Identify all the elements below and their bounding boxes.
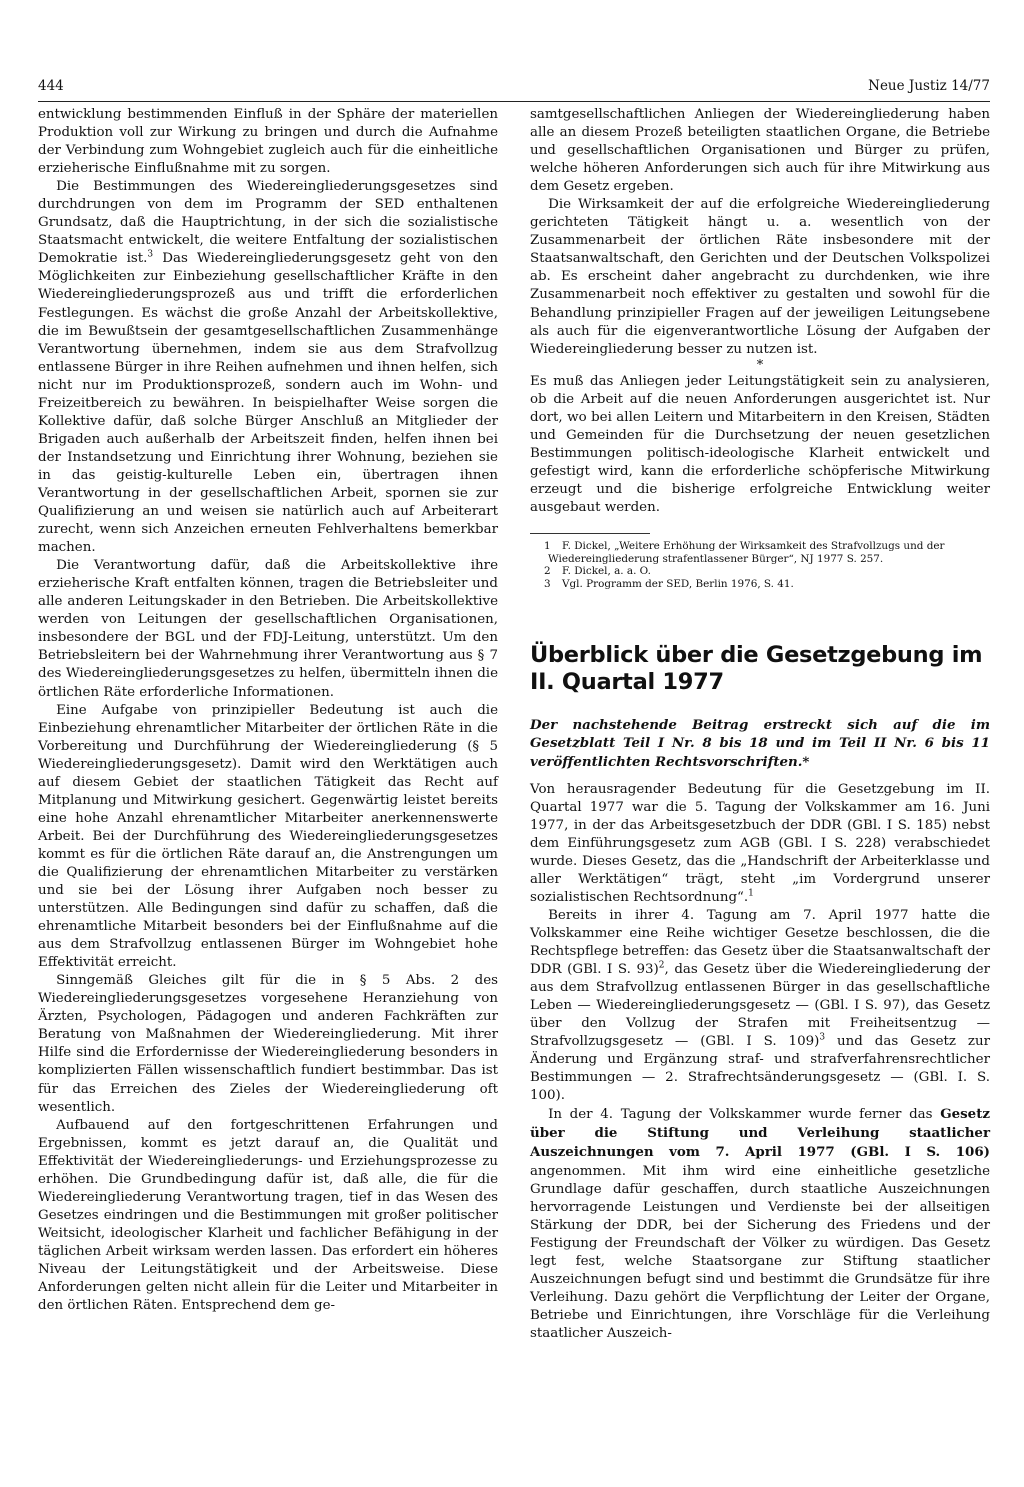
paragraph — [530, 1105, 990, 1343]
section-separator: * — [756, 357, 764, 373]
left-column — [38, 106, 498, 1315]
paragraph: Die Verantwortung dafür, daß die Arbeitskollektive ihre erzieherische Kraft entfalten können, tragen die Betriebsleiter und alle anderen Leitungskader in den Betrieben. Die Arbeitskollektive werden von Leitungen der gesellschaftlichen Organisationen, insbesondere der BGL und der FDJ-Leitung, unterstützt. Um den Betriebsleitern bei der Wahrnehmung ihrer Verantwortung aus § 7 des Wiedereingliederungsgesetzes zu helfen, übermitteln ihnen die örtlichen Räte erforderliche Informationen. — [38, 558, 498, 700]
footnote-ref: 1 — [748, 888, 754, 899]
paragraph-text: , das Gesetz über die Wiedereingliederung der aus dem Strafvollzug entlassenen Bürger in das gesellschaftliche Leben — Wiedereingliederungsgesetz — (GBl. I S. 97), das Gesetz über den Vollzug der Strafen mit Freiheitsentzug — Strafvollzugsgesetz — (GBl. I S. 109) — [530, 962, 990, 1050]
footnote-ref: 3 — [147, 249, 154, 260]
header-rule — [38, 101, 990, 102]
paragraph — [38, 178, 498, 557]
footnote-number: 2 — [544, 565, 551, 578]
article-heading: Überblick über die Gesetzgebung im II. Quartal 1977 — [530, 642, 983, 696]
paragraph: Es muß das Anliegen jeder Leitungstätigkeit sein zu analysieren, ob die Arbeit auf die neuen Anforderungen ausgerichtet ist. Nur dort, wo bei allen Leitern und Mitarbeitern in den Kreisen, Städten und Gemeinden für die Durchsetzung der neuen gesetzlichen Bestimmungen politisch-ideologische Klarheit entwickelt und gefestigt wird, kann die erforderliche schöpferische Mitwirkung erzeugt und die bisherige erfolgreiche Entwicklung weiter ausgebaut werden. — [530, 373, 990, 515]
footnote-ref: 3 — [819, 1032, 826, 1043]
law-title: Gesetz über die Stiftung und Verleihung staatlicher Auszeichnungen vom 7. April 1977 (GBl. I S. 106) — [530, 1106, 990, 1161]
paragraph: Eine Aufgabe von prinzipieller Bedeutung ist auch die Einbeziehung ehrenamtlicher Mitarbeiter der örtlichen Räte in die Vorbereitung und Durchführung der Wiedereingliederung (§ 5 Wiedereingliederungsgesetz). Damit wird den Werktätigen auch auf diesem Gebiet der staatlichen Tätigkeit das Recht auf Mitplanung und Mitwirkung gesichert. Gegenwärtig leistet bereits eine hohe Anzahl ehrenamtlicher Mitarbeiter anerkennenswerte Arbeit. Bei der Durchführung des Wiedereingliederungsgesetzes kommt es für die örtlichen Räte darauf an, die Anstrengungen um die Qualifizierung der ehrenamtlichen Mitarbeiter zu verstärken und sie bei der Lösung ihrer Aufgaben noch besser zu unterstützen. Alle Bedingungen sind dafür zu schaffen, daß die ehrenamtliche Mitarbeit besonders bei der Einflußnahme auf die aus dem Strafvollzug entlassenen Bürger im Wohngebiet hohe Effektivität erreicht. — [38, 702, 498, 971]
paragraph: Aufbauend auf den fortgeschrittenen Erfahrungen und Ergebnissen, kommt es jetzt darauf an, die Qualität und Effektivität der Wiedereingliederungs- und Erziehungsprozesse zu erhöhen. Die Grundbedingung dafür ist, daß alle, die für die Wiedereingliederung Verantwortung tragen, tief in das Wesen des Gesetzes eindringen und die Bestimmungen mit großer politischer Weitsicht, ideologischer Klarheit und fachlicher Befähigung in der täglichen Arbeit wirksam werden lassen. Das erfordert ein höheres Niveau der Leitungstätigkeit und der Arbeitsweise. Diese Anforderungen gelten nicht allein für die Leiter und Mitarbeiter in den örtlichen Räten. Entsprechend dem ge- — [38, 1117, 498, 1314]
paragraph: samtgesellschaftlichen Anliegen der Wiedereingliederung haben alle an diesem Prozeß beteiligten staatlichen Organe, die Betriebe und gesellschaftlichen Organisationen und Bürger zu prüfen, welche höheren Anforderungen sich auch für ihre Mitwirkung aus dem Gesetz ergeben. — [530, 107, 990, 195]
footnote-number: 1 — [544, 540, 551, 553]
footnotes — [530, 540, 990, 590]
paragraph-text: Bereits in ihrer 4. Tagung am 7. April 1977 hatte die Volkskammer eine Reihe wichtiger Gesetze beschlossen, die die Rechtspflege betreffen: das Gesetz über die Staatsanwaltschaft der DDR (GBl. I S. 93) — [530, 907, 990, 978]
footnote — [530, 540, 990, 565]
paragraph — [530, 907, 990, 1106]
paragraph: entwicklung bestimmenden Einfluß in der Sphäre der materiellen Produktion voll zur Wirkung zu bringen und durch die Aufnahme der Verbindung zum Wohngebiet zugleich auch für die einheitliche erzieherische Einflußnahme mit zu sorgen. — [38, 107, 498, 177]
journal-issue: Neue Justiz 14/77 — [868, 78, 990, 94]
footnote-number: 3 — [544, 577, 551, 590]
paragraph-text: Das Wiedereingliederungsgesetz geht von den Möglichkeiten zur Einbeziehung gesellschaftlicher Kräfte in den Wiedereingliederungsprozeß aus und trifft die erforderlichen Festlegungen. Es wächst die große Anzahl der Arbeitskollektive, die im Bewußtsein der gesamtgesellschaftlichen Zusammenhänge Verantwortung übernehmen, indem sie aus dem Strafvollzug entlassene Bürger in ihre Reihen aufnehmen und ihnen helfen, sich nicht nur im Produktionsprozeß, sondern auch im Wohn- und Freizeitbereich zu bewähren. In beispielhafter Weise sorgen die Kollektive dafür, daß solche Bürger Anschluß an Mitglieder der Brigaden auch außerhalb der Arbeitszeit finden, helfen ihnen bei der Instandsetzung und Einrichtung ihrer Wohnung, beziehen sie in das geistig-kulturelle Leben ein, übertragen ihnen Verantwortung in der gesellschaftlichen Arbeit, spornen sie zur Qualifizierung an und weisen sie natürlich auch auf Arbeiterart zurecht, wenn sich Anzeichen erneuten Fehlverhaltens bemerkbar machen. — [38, 251, 499, 556]
paragraph-text: und das Gesetz zur Änderung und Ergänzung straf- und strafverfahrensrechtlicher Bestimmungen — 2. Strafrechtsänderungsgesetz — (GBl. I. S. 100). — [530, 1034, 991, 1104]
footnote — [530, 578, 990, 591]
right-column — [530, 106, 990, 1343]
paragraph-text: Die Bestimmungen des Wiedereingliederungsgesetzes sind durchdrungen von dem im Programm der SED enthaltenen Grundsatz, daß die Hauptrichtung, in der sich die sozialistische Staatsmacht entwickelt, die weitere Entfaltung der sozialistischen Demokratie ist. — [38, 179, 498, 267]
page-header — [38, 78, 990, 100]
paragraph-text: In der 4. Tagung der Volkskammer wurde ferner das — [548, 1107, 941, 1123]
paragraph-text: angenommen. Mit ihm wird eine einheitliche gesetzliche Grundlage dafür geschaffen, durch staatliche Auszeichnungen hervorragende Leistungen und Verdienste bei der allseitigen Stärkung der DDR, bei der Sicherung des Friedens und der Festigung der Freundschaft der Völker zu würdigen. Das Gesetz legt fest, welche Staatsorgane zur Stiftung staatlicher Auszeichnungen befugt sind und bestimmt die Grundsätze für ihre Verleihung. Dazu gehört die Verpflichtung der Leiter der Organe, Betriebe und Einrichtungen, ihre Vorschläge für die Verleihung staatlicher Auszeich- — [530, 1163, 990, 1341]
paragraph — [530, 781, 990, 907]
page-number: 444 — [38, 78, 64, 94]
footnote — [530, 565, 990, 578]
footnote-text: F. Dickel, a. a. O. — [562, 565, 651, 578]
paragraph-text: Von herausragender Bedeutung für die Gesetzgebung im II. Quartal 1977 war die 5. Tagung der Volkskammer am 16. Juni 1977, in der das Arbeitsgesetzbuch der DDR (GBl. I S. 185) nebst dem Einführungsgesetz zum AGB (GBl. I S. 228) verabschiedet wurde. Dieses Gesetz, das die „Handschrift der Arbeiterklasse und aller Werktätigen“ trägt, steht „im Vordergrund unserer sozialistischen Rechtsordnung“. — [530, 781, 990, 905]
footnote-text: F. Dickel, „Weitere Erhöhung der Wirksamkeit des Strafvollzugs und der Wiedereingliederung strafentlassener Bürger“, NJ 1977 S. 257. — [548, 540, 945, 565]
document-page — [38, 78, 990, 1478]
paragraph: Sinngemäß Gleiches gilt für die in § 5 Abs. 2 des Wiedereingliederungsgesetzes vorgesehene Heranziehung von Ärzten, Psychologen, Pädagogen und anderen Fachkräften zur Beratung von Maßnahmen der Wiedereingliederung. Mit ihrer Hilfe sind die Erfordernisse der Wiedereingliederung besonders in komplizierten Fällen wissenschaftlich fundiert bestimmbar. Das ist für das Erreichen des Zieles der Wiedereingliederung oft wesentlich. — [38, 973, 498, 1115]
footnote-rule — [530, 533, 650, 534]
footnote-text: Vgl. Programm der SED, Berlin 1976, S. 41. — [562, 577, 794, 590]
footnote-ref: 2 — [658, 960, 665, 971]
paragraph: Die Wirksamkeit der auf die erfolgreiche Wiedereingliederung gerichteten Tätigkeit hängt u. a. wesentlich von der Zusammenarbeit der örtlichen Räte insbesondere mit der Staatsanwaltschaft, den Gerichten und der Deutschen Volkspolizei ab. Es erscheint daher angebracht zu durchdenken, wie ihre Zusammenarbeit noch effektiver zu gestalten und sowohl für die Behandlung prinzipieller Fragen auf der jeweiligen Leitungsebene als auch für die eigenverantwortliche Lösung der Aufgaben der Wiedereingliederung besser zu nutzen ist. — [530, 197, 990, 357]
article-lead: Der nachstehende Beitrag erstreckt sich auf die im Gesetzblatt Teil I Nr. 8 bis 18 und im Teil II Nr. 6 bis 11 veröffentlichten Rechtsvorschriften.* — [530, 717, 990, 770]
